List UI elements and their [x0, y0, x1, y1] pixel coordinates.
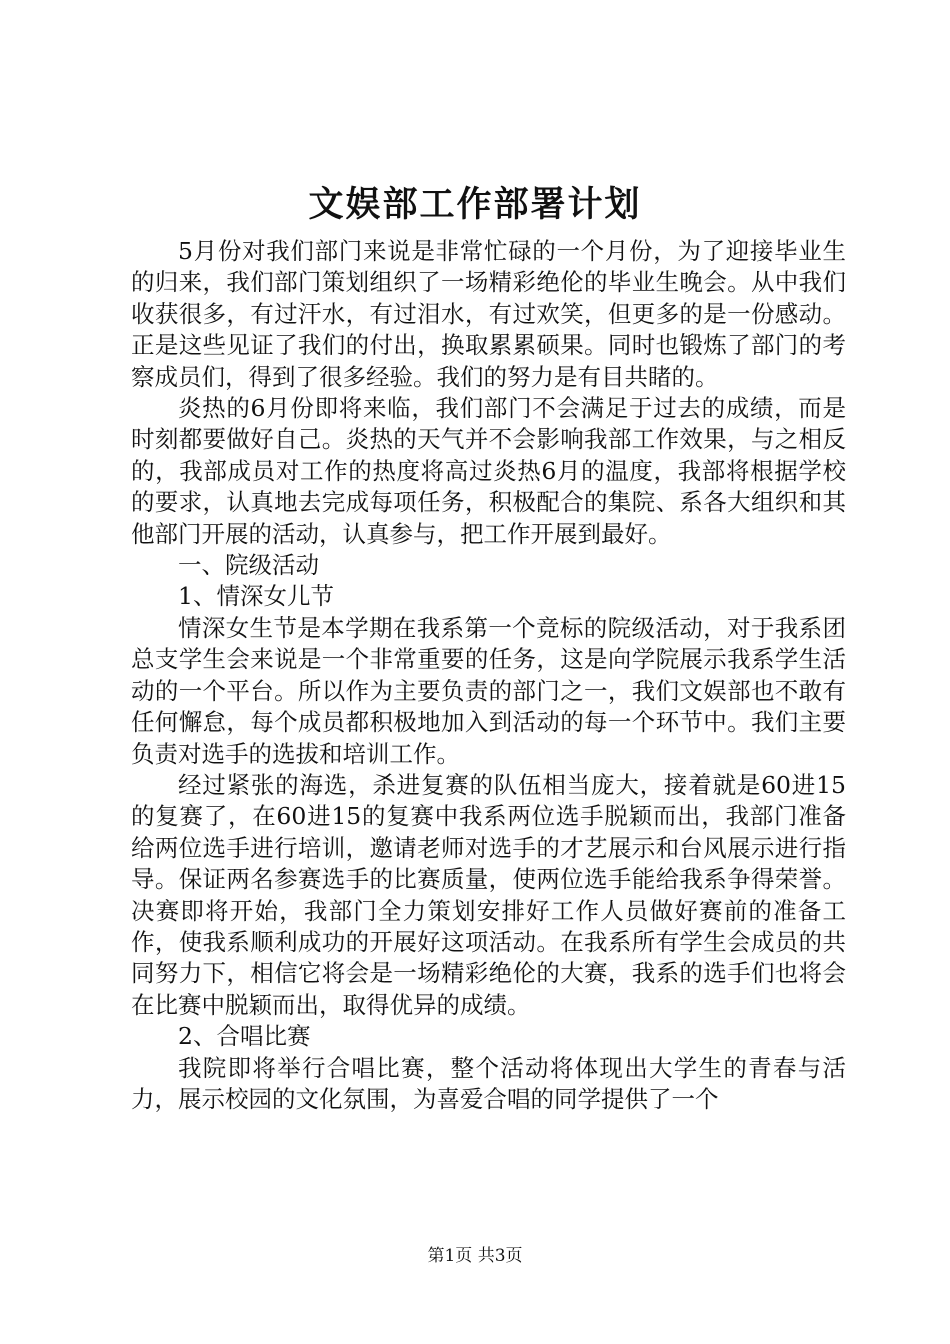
paragraph-june-plan: 炎热的6月份即将来临，我们部门不会满足于过去的成绩，而是时刻都要做好自己。炎热的天气并不会影响我部工作效果，与之相反的，我部成员对工作的热度将高过炎热6月的温度，我部将根据学校的要求，认真地去完成每项任务，积极配合的集院、系各大组织和其他部门开展的活动，认真参与，把工作开展到最好。 — [131, 394, 846, 548]
section-heading-college-activities: 一、院级活动 — [178, 551, 319, 580]
paragraph-womens-day-intro: 情深女生节是本学期在我系第一个竞标的院级活动，对于我系团总支学生会来说是一个非常重要的任务，这是向学院展示我系学生活动的一个平台。所以作为主要负责的部门之一，我们文娱部也不敢有任何懈怠，每个成员都积极地加入到活动的每一个环节中。我们主要负责对选手的选拔和培训工作。 — [131, 613, 846, 768]
paragraph-choir-intro: 我院即将举行合唱比赛，整个活动将体现出大学生的青春与活力，展示校园的文化氛围，为喜爱合唱的同学提供了一个 — [131, 1053, 846, 1113]
page-footer: 第1页 共3页 — [427, 1246, 523, 1266]
paragraph-competition-details: 经过紧张的海选，杀进复赛的队伍相当庞大，接着就是60进15的复赛了，在60进15的复赛中我系两位选手脱颖而出，我部门准备给两位选手进行培训，邀请老师对选手的才艺展示和台风展示进行指导。保证两名参赛选手的比赛质量，使两位选手能给我系争得荣誉。决赛即将开始，我部门全力策划安排好工作人员做好赛前的准备工作，使我系顺利成功的开展好这项活动。在我系所有学生会成员的共同努力下，相信它将会是一场精彩绝伦的大赛，我系的选手们也将会在比赛中脱颖而出，取得优异的成绩。 — [131, 770, 846, 1019]
subheading-womens-day: 1、情深女儿节 — [178, 582, 334, 611]
paragraph-may-summary: 5月份对我们部门来说是非常忙碌的一个月份，为了迎接毕业生的归来，我们部门策划组织了一场精彩绝伦的毕业生晚会。从中我们收获很多，有过汗水，有过泪水，有过欢笑，但更多的是一份感动。正是这些见证了我们的付出，换取累累硕果。同时也锻炼了部门的考察成员们，得到了很多经验。我们的努力是有目共睹的。 — [131, 237, 846, 391]
document-title: 文娱部工作部署计划 — [308, 184, 642, 225]
subheading-choir-contest: 2、合唱比赛 — [178, 1022, 311, 1051]
document-body — [131, 236, 846, 1115]
